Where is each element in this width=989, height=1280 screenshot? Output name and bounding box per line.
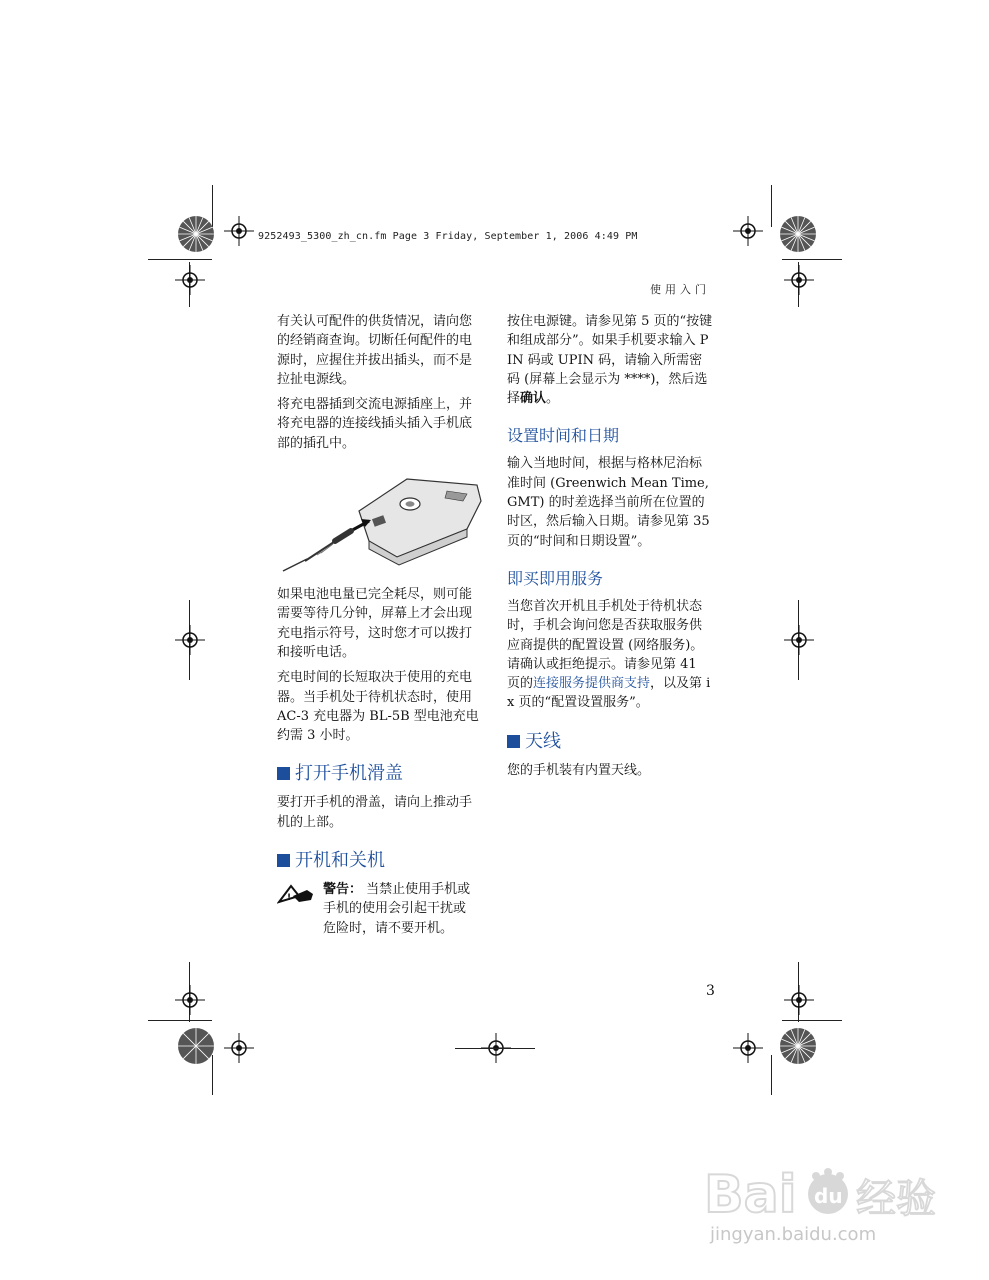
heading-bullet-icon xyxy=(507,735,520,748)
warning-text xyxy=(323,880,475,938)
section-heading: 即买即用服务 xyxy=(507,568,604,588)
crop-line xyxy=(455,1048,535,1049)
watermark-url: jingyan.baidu.com xyxy=(710,1224,877,1245)
page-number: 3 xyxy=(706,983,715,999)
crosshair-registration-icon xyxy=(175,625,205,655)
crosshair-registration-icon xyxy=(733,1033,763,1063)
crop-line xyxy=(771,1055,772,1095)
paragraph: 当您首次开机且手机处于待机状态时，手机会询问您是否获取服务供应商提供的配置设置 (网络服务)。请确认或拒绝提示。请参见第 41 页的连接服务提供商支持，以及第 ix 页的“配置设置服务”。 xyxy=(507,598,711,711)
paragraph: 充电时间的长短取决于使用的充电器。当手机处于待机状态时，使用 AC-3 充电器为 BL-5B 型电池充电约需 3 小时。 xyxy=(277,670,479,744)
crosshair-registration-icon xyxy=(224,1033,254,1063)
warning-body: 当禁止使用手机或手机的使用会引起干扰或危险时，请不要开机。 xyxy=(323,882,471,936)
paragraph: 输入当地时间，根据与格林尼治标准时间 (Greenwich Mean Time, GMT) 的时差选择当前所在位置的时区，然后输入日期。请参见第 35 页的“时间和日期设置”。 xyxy=(507,456,710,549)
crosshair-registration-icon xyxy=(733,216,763,246)
sunburst-registration-icon xyxy=(779,1027,817,1065)
section-label: 使用入门 xyxy=(650,283,710,296)
section-heading: 设置时间和日期 xyxy=(507,426,620,446)
sunburst-registration-icon xyxy=(177,1027,215,1065)
paragraph: 如果电池电量已完全耗尽，则可能需要等待几分钟，屏幕上才会出现充电指示符号，这时您才可以拨打和接听电话。 xyxy=(277,587,473,660)
section-heading: 打开手机滑盖 xyxy=(277,763,483,785)
crosshair-registration-icon xyxy=(175,265,205,295)
paragraph: 按住电源键。请参见第 5 页的“按键和组成部分”。如果手机要求输入 PIN 码或 UPIN 码，请输入所需密码 (屏幕上会显示为 ****)，然后选择确认。 xyxy=(507,314,713,407)
crosshair-registration-icon xyxy=(175,985,205,1015)
warning-label: 警告： xyxy=(323,882,363,898)
heading-bullet-icon xyxy=(277,767,290,780)
crosshair-registration-icon xyxy=(784,625,814,655)
svg-text:Bai: Bai xyxy=(704,1165,797,1225)
crop-line xyxy=(782,1020,842,1021)
support-link[interactable]: 连接服务提供商支持 xyxy=(533,676,651,692)
warning-hand-icon xyxy=(277,882,315,904)
sunburst-registration-icon xyxy=(177,215,215,253)
file-info-header: 9252493_5300_zh_cn.fm Page 3 Friday, September 1, 2006 4:49 PM xyxy=(258,231,638,242)
paragraph: 要打开手机的滑盖，请向上推动手机的上部。 xyxy=(277,795,473,830)
section-heading: 开机和关机 xyxy=(277,850,483,872)
section-heading: 天线 xyxy=(507,731,713,753)
svg-text:du: du xyxy=(814,1184,843,1208)
charger-connection-illustration xyxy=(277,471,483,573)
heading-bullet-icon xyxy=(277,854,290,867)
crop-line xyxy=(148,259,212,260)
crosshair-registration-icon xyxy=(784,265,814,295)
crop-line xyxy=(148,1020,212,1021)
right-column xyxy=(507,312,713,786)
crosshair-registration-icon xyxy=(784,985,814,1015)
svg-text:!: ! xyxy=(287,893,292,904)
paragraph: 您的手机装有内置天线。 xyxy=(507,762,651,778)
paragraph: 有关认可配件的供货情况，请向您的经销商查询。切断任何配件的电源时，应握住并拔出插头，而不是拉扯电源线。 xyxy=(277,314,473,387)
left-column xyxy=(277,312,483,938)
sunburst-registration-icon xyxy=(779,215,817,253)
paragraph: 将充电器插到交流电源插座上，并将充电器的连接线插头插入手机底部的插孔中。 xyxy=(277,397,473,451)
crop-line xyxy=(782,259,842,260)
crosshair-registration-icon xyxy=(224,216,254,246)
svg-text:经验: 经验 xyxy=(856,1176,936,1222)
crop-line xyxy=(771,185,772,227)
warning-block xyxy=(277,880,483,938)
confirm-option: 确认 xyxy=(520,391,547,407)
